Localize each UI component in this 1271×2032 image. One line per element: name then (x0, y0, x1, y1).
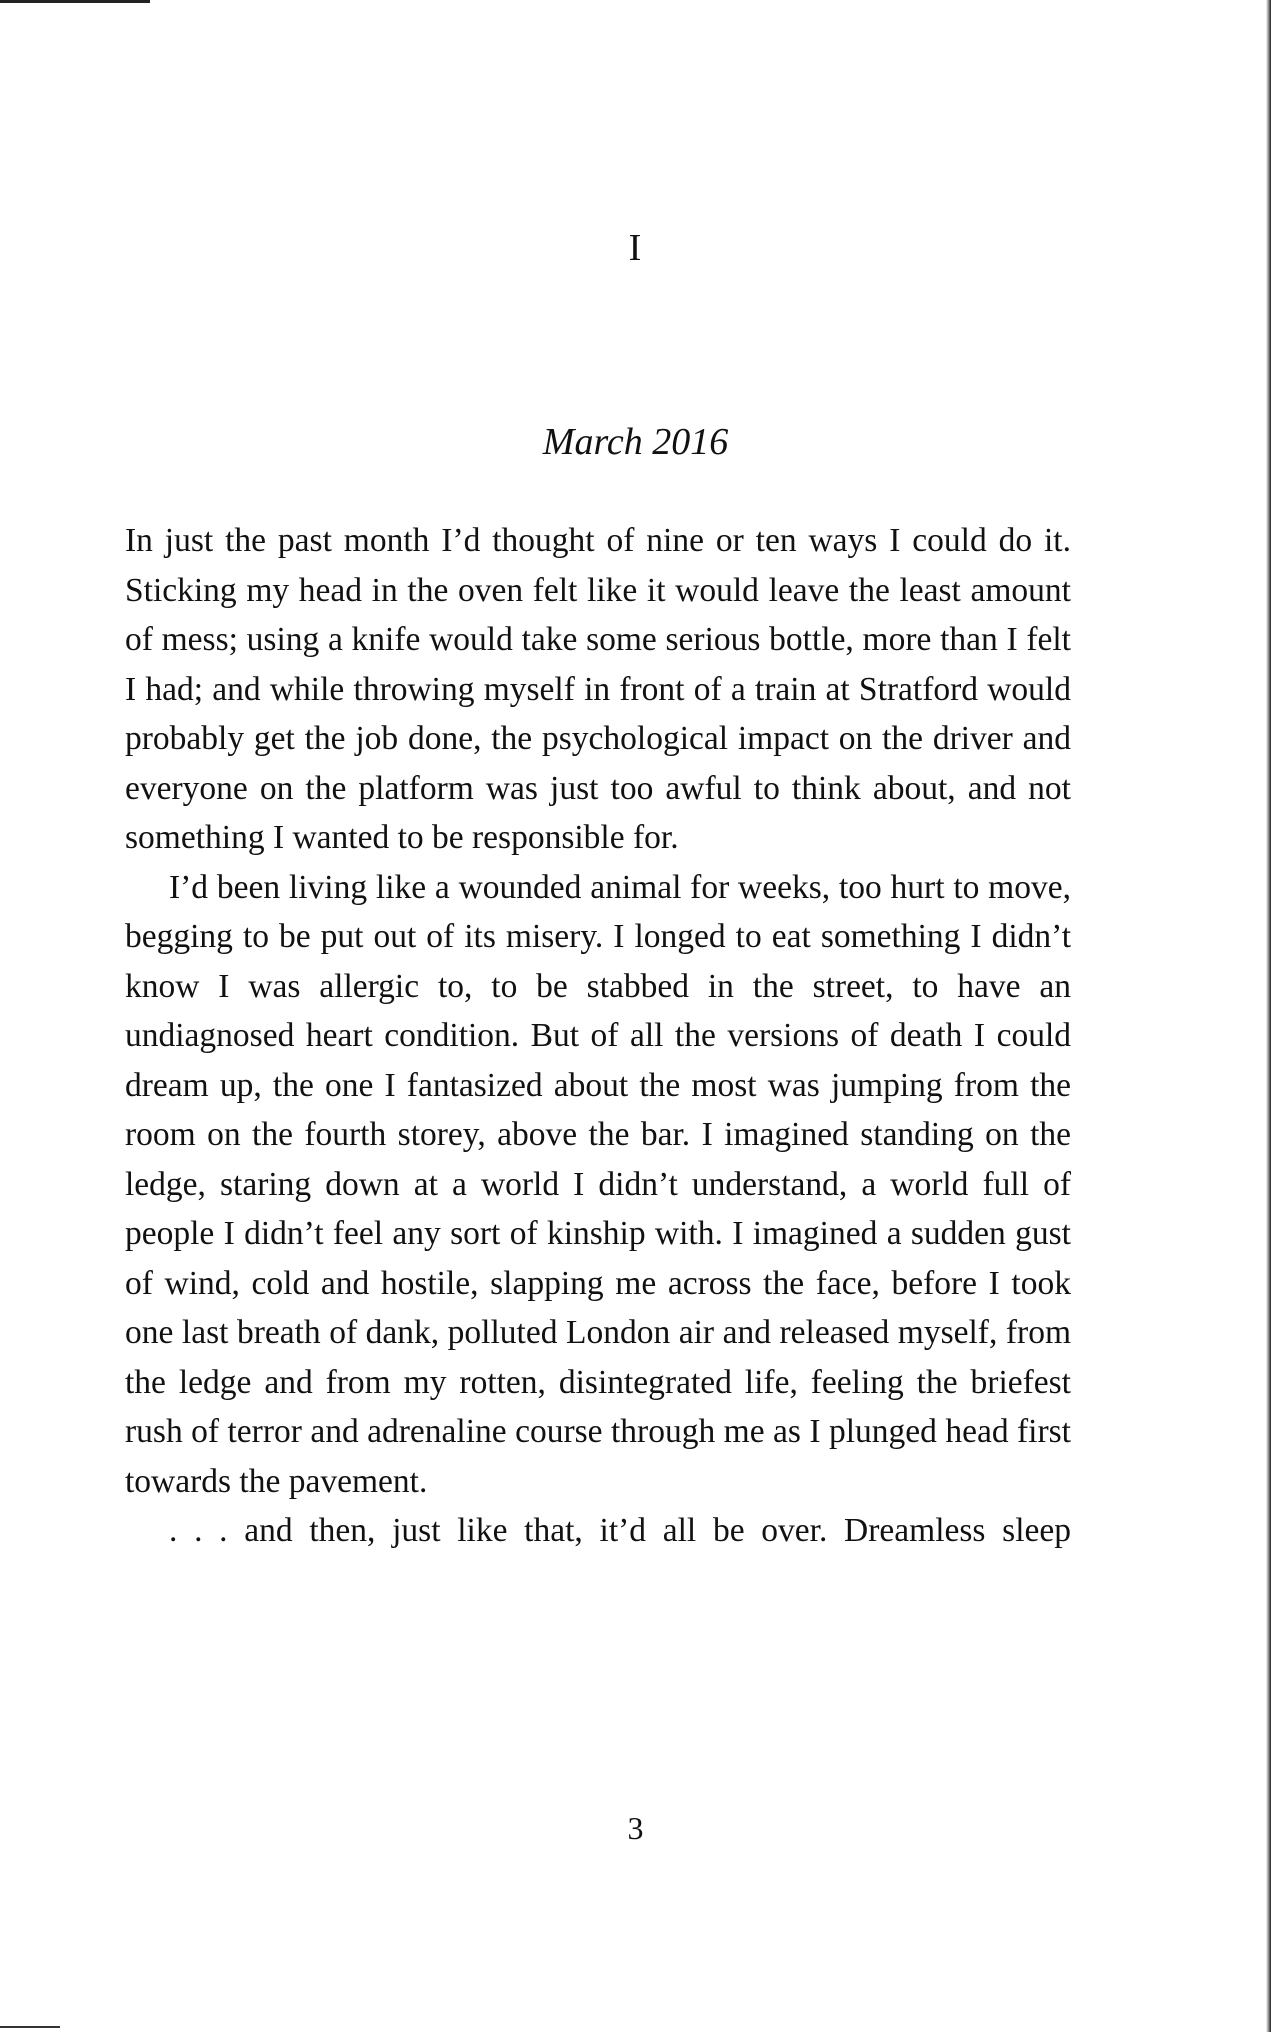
paragraph-1: In just the past month I’d thought of nine or ten ways I could do it. Sticking my head in the oven felt like it would leave the least amount of mess; using a knife would take some serious bottle, more than I felt I had; and while throwing myself in front of a train at Stratford would probably get the job done, the psychological impact on the driver and everyone on the platform was just too awful to think about, and not something I wanted to be responsible for. (125, 522, 1071, 856)
page-number: 3 (627, 1810, 644, 1846)
scan-edge-bottom (0, 2026, 60, 2028)
scan-edge-top (0, 0, 150, 3)
paragraph-3: . . . and then, just like that, it’d all be over. Dreamless sleep (169, 1512, 1071, 1549)
scan-edge-right (1266, 0, 1271, 2032)
chapter-date: March 2016 (542, 421, 729, 463)
body-text (125, 516, 1071, 1556)
chapter-number: I (628, 227, 643, 269)
paragraph-2: I’d been living like a wounded animal for weeks, too hurt to move, begging to be put out of its misery. I longed to eat something I didn’t know I was allergic to, to be stabbed in the street, to have an undiagnosed heart condition. But of all the versions of death I could dream up, the one I fantasized about the most was jumping from the room on the fourth storey, above the bar. I imagined standing on the ledge, staring down at a world I didn’t understand, a world full of people I didn’t feel any sort of kinship with. I imagined a sudden gust of wind, cold and hostile, slapping me across the face, before I took one last breath of dank, polluted London air and released myself, from the ledge and from my rotten, disintegrated life, feeling the briefest rush of terror and adrenaline course through me as I plunged head first towards the pavement. (125, 868, 1071, 1500)
